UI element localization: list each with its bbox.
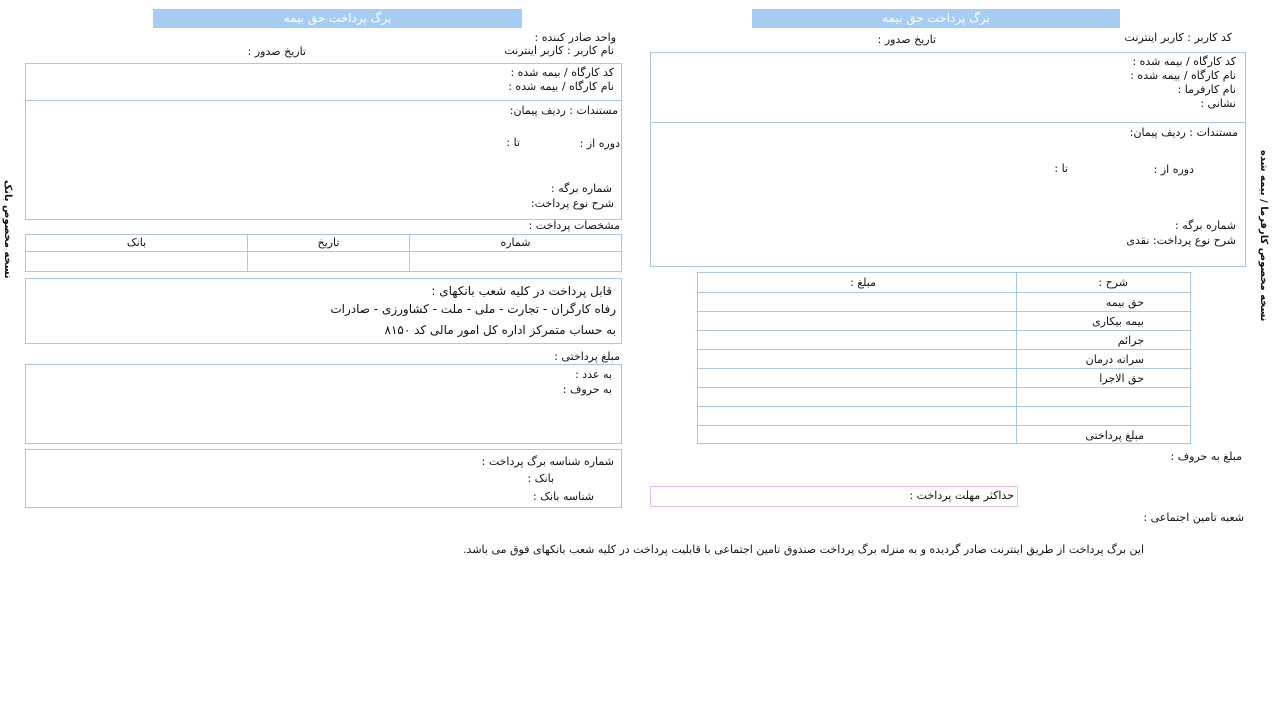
left-payment-id: شماره شناسه برگ پرداخت : (481, 455, 614, 468)
right-branch: شعبه تامین اجتماعی : (1143, 511, 1244, 524)
right-table-total: مبلغ پرداختی (1085, 429, 1144, 442)
left-banks-intro: قابل پرداخت در کلیه شعب بانکهای : (431, 284, 612, 298)
left-field-workshop-name: نام کارگاه / بیمه شده : (508, 80, 614, 93)
right-side-label: نسخه مخصوص کارفرما / بیمه شده (1258, 150, 1269, 322)
left-bank-id: شناسه بانک : (532, 490, 594, 503)
left-banks-list: رفاه کارگران - تجارت - ملی - ملت - کشاورزی - صادرات (330, 302, 616, 316)
right-form-number: شماره برگه : (1175, 219, 1236, 232)
right-field-address: نشانی : (1200, 97, 1236, 110)
right-table-row-execution: حق الاجرا (1099, 372, 1144, 385)
left-payment-col-date: تاریخ (317, 236, 340, 249)
right-divider (651, 122, 1245, 123)
left-field-workshop-code: کد کارگاه / بیمه شده : (510, 66, 614, 79)
right-table-header-desc: شرح : (1098, 276, 1128, 289)
left-in-numbers: به عدد : (575, 368, 612, 381)
right-period-to: تا : (1054, 162, 1068, 175)
left-amount-box (25, 364, 622, 444)
left-issue-date: تاریخ صدور : (247, 45, 306, 58)
left-fields-block1 (508, 66, 614, 94)
left-form-title: برگ پرداخت حق بیمه (153, 9, 522, 28)
right-issue-date: تاریخ صدور : (877, 33, 936, 46)
left-account: به حساب متمرکز اداره کل امور مالی کد ۸۱۵۰ (384, 323, 616, 337)
right-amount-words: مبلغ به حروف : (1170, 450, 1242, 463)
footer-note: این برگ پرداخت از طریق اینترنت صادر گردیده و به منزله برگ پرداخت صندوق تامین اجتماعی با قابلیت پرداخت در کلیه شعب بانکهای فوق می باشد. (463, 543, 1144, 556)
right-table-row-treatment: سرانه درمان (1085, 353, 1144, 366)
left-issuer: واحد صادر کننده : (534, 31, 616, 44)
left-side-label: نسخه مخصوص بانک (2, 180, 13, 279)
right-table-col-divider (1016, 272, 1017, 444)
left-form-number: شماره برگه : (551, 182, 612, 195)
right-period-from: دوره از : (1153, 163, 1194, 176)
right-field-workshop-name: نام کارگاه / بیمه شده : (1130, 69, 1236, 82)
right-fields-block1 (1130, 55, 1236, 111)
right-table-row-unemployment: بیمه بیکاری (1092, 315, 1144, 328)
right-documents: مستندات : ردیف پیمان: (1129, 126, 1238, 139)
right-field-workshop-code: کد کارگاه / بیمه شده : (1132, 55, 1236, 68)
right-deadline: حداکثر مهلت پرداخت : (909, 489, 1014, 502)
right-table-header-amount: مبلغ : (850, 276, 876, 289)
right-form-title: برگ پرداخت حق بیمه (752, 9, 1120, 28)
right-table-row-insurance: حق بیمه (1105, 296, 1144, 309)
left-payment-type: شرح نوع پرداخت: (530, 197, 614, 210)
left-divider (26, 100, 621, 101)
left-amount-paid: مبلغ پرداختی : (554, 350, 620, 363)
left-period-to: تا : (506, 136, 520, 149)
left-in-words: به حروف : (562, 383, 612, 396)
right-table-row-penalties: جرائم (1117, 334, 1144, 347)
left-user-name: نام کاربر : کاربر اینترنت (504, 44, 614, 57)
right-field-employer: نام کارفرما : (1177, 83, 1236, 96)
right-payment-type: شرح نوع پرداخت: نقدی (1126, 234, 1236, 247)
left-payment-col-bank: بانک (126, 236, 147, 249)
left-period-from: دوره از : (579, 137, 620, 150)
left-payment-specs: مشخصات پرداخت : (528, 219, 620, 232)
left-bank: بانک : (527, 472, 554, 485)
right-user-code: کد کاربر : کاربر اینترنت (1124, 31, 1232, 44)
left-documents: مستندات : ردیف پیمان: (509, 104, 618, 117)
left-payment-col-number: شماره (500, 236, 531, 249)
